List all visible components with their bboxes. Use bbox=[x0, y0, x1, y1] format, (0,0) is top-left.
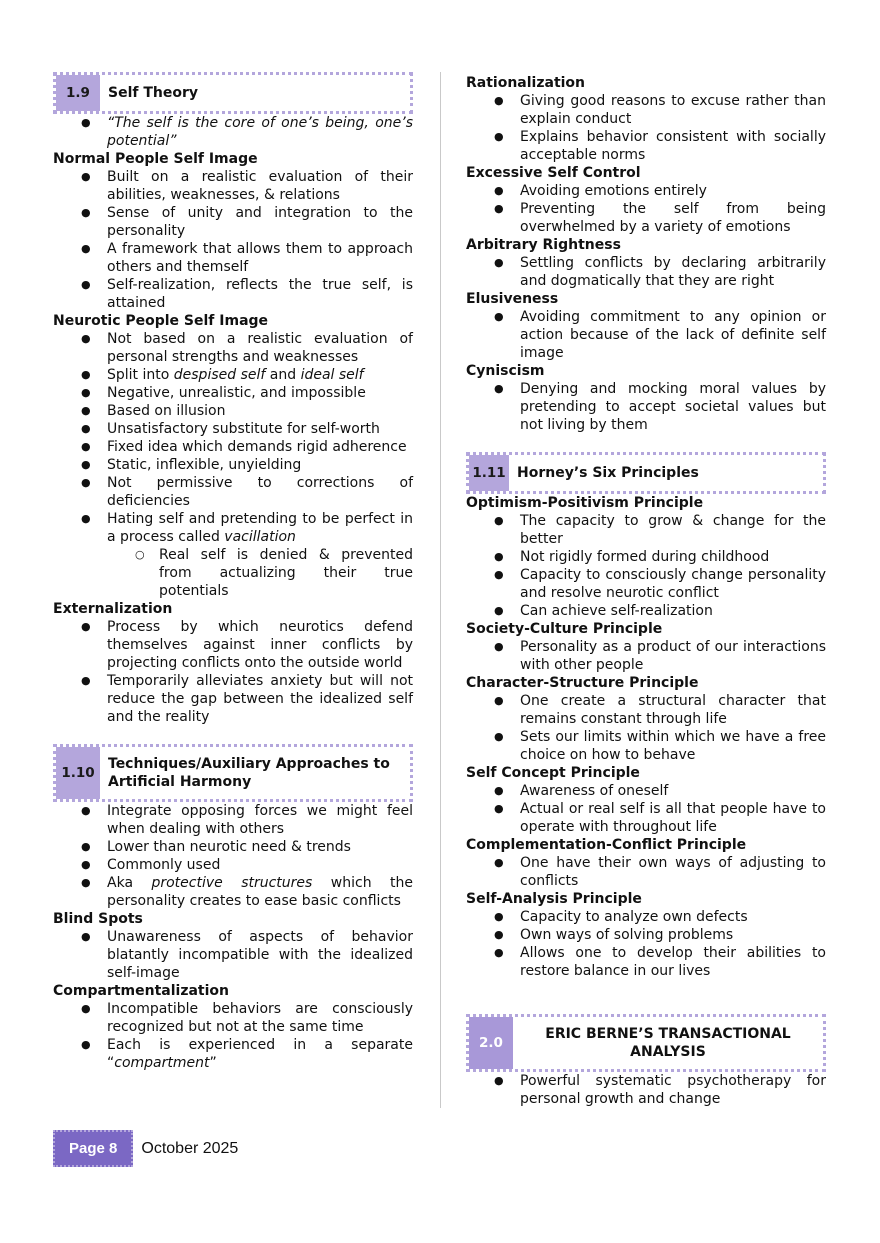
bullet-list bbox=[466, 692, 826, 764]
list-item: ● Not permissive to corrections of deficiencies bbox=[53, 474, 413, 510]
bullet-list bbox=[53, 1000, 413, 1072]
text: Each is experienced in a separate “ bbox=[107, 1037, 413, 1071]
list-item: ● Can achieve self-realization bbox=[466, 602, 826, 620]
footer-date: October 2025 bbox=[141, 1139, 239, 1157]
list-item: ● Own ways of solving problems bbox=[466, 926, 826, 944]
list-item: ● Based on illusion bbox=[53, 402, 413, 420]
list-item: ● One have their own ways of adjusting to conflicts bbox=[466, 854, 826, 890]
subheading: Compartmentalization bbox=[53, 983, 230, 999]
list-item: ● Negative, unrealistic, and impossible bbox=[53, 384, 413, 402]
subheading: Excessive Self Control bbox=[466, 165, 641, 181]
left-column bbox=[53, 72, 413, 1072]
list-item: ● Not rigidly formed during childhood bbox=[466, 548, 826, 566]
list-item: ● Built on a realistic evaluation of their abilities, weaknesses, & relations bbox=[53, 168, 413, 204]
emphasis: ideal self bbox=[300, 367, 364, 383]
list-item: ● Sets our limits within which we have a free choice on how to behave bbox=[466, 728, 826, 764]
list-item: ● Powerful systematic psychotherapy for personal growth and change bbox=[466, 1072, 826, 1108]
text: and bbox=[265, 367, 301, 383]
list-item: ● Lower than neurotic need & trends bbox=[53, 838, 413, 856]
text: which the personality creates to ease basic conflicts bbox=[107, 875, 413, 909]
section-title: Horney’s Six Principles bbox=[517, 465, 699, 481]
quote-list bbox=[53, 114, 413, 150]
list-item: ● Settling conflicts by declaring arbitrarily and dogmatically that they are right bbox=[466, 254, 826, 290]
list-item: ● Process by which neurotics defend themselves against inner conflicts by projecting conflicts onto the outside world bbox=[53, 618, 413, 672]
bullet-list bbox=[53, 618, 413, 726]
emphasis: compartment bbox=[114, 1055, 210, 1071]
list-item bbox=[53, 874, 413, 910]
list-item: ● Denying and mocking moral values by pretending to accept societal values but not living by them bbox=[466, 380, 826, 434]
list-item: ● “The self is the core of one’s being, one’s potential” bbox=[53, 114, 413, 150]
list-item: ● The capacity to grow & change for the better bbox=[466, 512, 826, 548]
bullet-list bbox=[466, 638, 826, 674]
subheading: Neurotic People Self Image bbox=[53, 313, 269, 329]
subheading: Normal People Self Image bbox=[53, 151, 258, 167]
bullet-list bbox=[466, 92, 826, 164]
list-item: ● A framework that allows them to approach others and themself bbox=[53, 240, 413, 276]
subheading: Society-Culture Principle bbox=[466, 621, 663, 637]
list-item: ● Incompatible behaviors are consciously recognized but not at the same time bbox=[53, 1000, 413, 1036]
list-item: ● Capacity to consciously change personality and resolve neurotic conflict bbox=[466, 566, 826, 602]
section-number: 1.10 bbox=[56, 747, 100, 799]
bullet-list bbox=[466, 308, 826, 362]
section-title: Self Theory bbox=[108, 85, 199, 101]
bullet-list bbox=[53, 330, 413, 600]
list-item: ● One create a structural character that remains constant through life bbox=[466, 692, 826, 728]
list-item: ● Unsatisfactory substitute for self-worth bbox=[53, 420, 413, 438]
list-item: ● Fixed idea which demands rigid adherence bbox=[53, 438, 413, 456]
section-number: 2.0 bbox=[469, 1017, 513, 1069]
bullet-list bbox=[466, 182, 826, 236]
bullet-list bbox=[466, 380, 826, 434]
bullet-list bbox=[466, 512, 826, 620]
column-divider bbox=[440, 72, 441, 1108]
subheading: Arbitrary Rightness bbox=[466, 237, 621, 253]
list-item: ● Static, inflexible, unyielding bbox=[53, 456, 413, 474]
text: Aka bbox=[107, 875, 152, 891]
list-item: ● Commonly used bbox=[53, 856, 413, 874]
section-title: ERIC BERNE’S TRANSACTIONAL ANALYSIS bbox=[545, 1026, 791, 1060]
subheading: Self-Analysis Principle bbox=[466, 891, 642, 907]
emphasis: protective structures bbox=[151, 875, 313, 891]
list-item bbox=[53, 510, 413, 600]
text: Hating self and pretending to be perfect in a process called bbox=[107, 511, 413, 545]
subheading: Complementation-Conflict Principle bbox=[466, 837, 747, 853]
bullet-list bbox=[53, 928, 413, 982]
list-item bbox=[53, 1036, 413, 1072]
list-item: ● Not based on a realistic evaluation of personal strengths and weaknesses bbox=[53, 330, 413, 366]
section-title: Techniques/Auxiliary Approaches to Artificial Harmony bbox=[108, 756, 390, 790]
bullet-list bbox=[466, 854, 826, 890]
section-number: 1.9 bbox=[56, 75, 100, 111]
section-header-techniques bbox=[53, 744, 413, 802]
list-item: ● Temporarily alleviates anxiety but will not reduce the gap between the idealized self and the reality bbox=[53, 672, 413, 726]
list-item: ● Sense of unity and integration to the personality bbox=[53, 204, 413, 240]
list-item: ● Avoiding commitment to any opinion or action because of the lack of definite self image bbox=[466, 308, 826, 362]
list-item: ● Avoiding emotions entirely bbox=[466, 182, 826, 200]
list-item: ● Capacity to analyze own defects bbox=[466, 908, 826, 926]
list-item: ● Actual or real self is all that people have to operate with throughout life bbox=[466, 800, 826, 836]
text: ” bbox=[209, 1055, 217, 1071]
emphasis: vacillation bbox=[224, 529, 296, 545]
page-footer bbox=[53, 1130, 238, 1167]
sub-list bbox=[107, 546, 413, 600]
bullet-list bbox=[53, 168, 413, 312]
bullet-list bbox=[466, 254, 826, 290]
list-item: ● Self-realization, reflects the true self, is attained bbox=[53, 276, 413, 312]
list-item: ● Giving good reasons to excuse rather than explain conduct bbox=[466, 92, 826, 128]
subheading: Externalization bbox=[53, 601, 173, 617]
subheading: Self Concept Principle bbox=[466, 765, 640, 781]
bullet-list bbox=[53, 802, 413, 910]
subheading: Elusiveness bbox=[466, 291, 559, 307]
list-item: ● Awareness of oneself bbox=[466, 782, 826, 800]
text: Split into bbox=[107, 367, 174, 383]
right-column bbox=[466, 74, 826, 1108]
section-number: 1.11 bbox=[469, 455, 509, 491]
list-item: ● Explains behavior consistent with socially acceptable norms bbox=[466, 128, 826, 164]
list-item: ● Preventing the self from being overwhelmed by a variety of emotions bbox=[466, 200, 826, 236]
subheading: Blind Spots bbox=[53, 911, 143, 927]
bullet-list bbox=[466, 1072, 826, 1108]
list-item: ● Integrate opposing forces we might feel when dealing with others bbox=[53, 802, 413, 838]
page-number-badge: Page 8 bbox=[53, 1130, 133, 1167]
list-item: ● Personality as a product of our interactions with other people bbox=[466, 638, 826, 674]
subheading: Optimism-Positivism Principle bbox=[466, 495, 704, 511]
bullet-list bbox=[466, 908, 826, 980]
section-header-transactional-analysis bbox=[466, 1014, 826, 1072]
subheading: Rationalization bbox=[466, 75, 586, 91]
section-header-horney-principles bbox=[466, 452, 826, 494]
subheading: Cyniscism bbox=[466, 363, 545, 379]
subheading: Character-Structure Principle bbox=[466, 675, 699, 691]
list-item bbox=[53, 366, 413, 384]
emphasis: despised self bbox=[173, 367, 266, 383]
sub-list-item: ○ Real self is denied & prevented from actualizing their true potentials bbox=[107, 546, 413, 600]
bullet-list bbox=[466, 782, 826, 836]
list-item: ● Allows one to develop their abilities to restore balance in our lives bbox=[466, 944, 826, 980]
list-item: ● Unawareness of aspects of behavior blatantly incompatible with the idealized self-image bbox=[53, 928, 413, 982]
section-header-self-theory bbox=[53, 72, 413, 114]
